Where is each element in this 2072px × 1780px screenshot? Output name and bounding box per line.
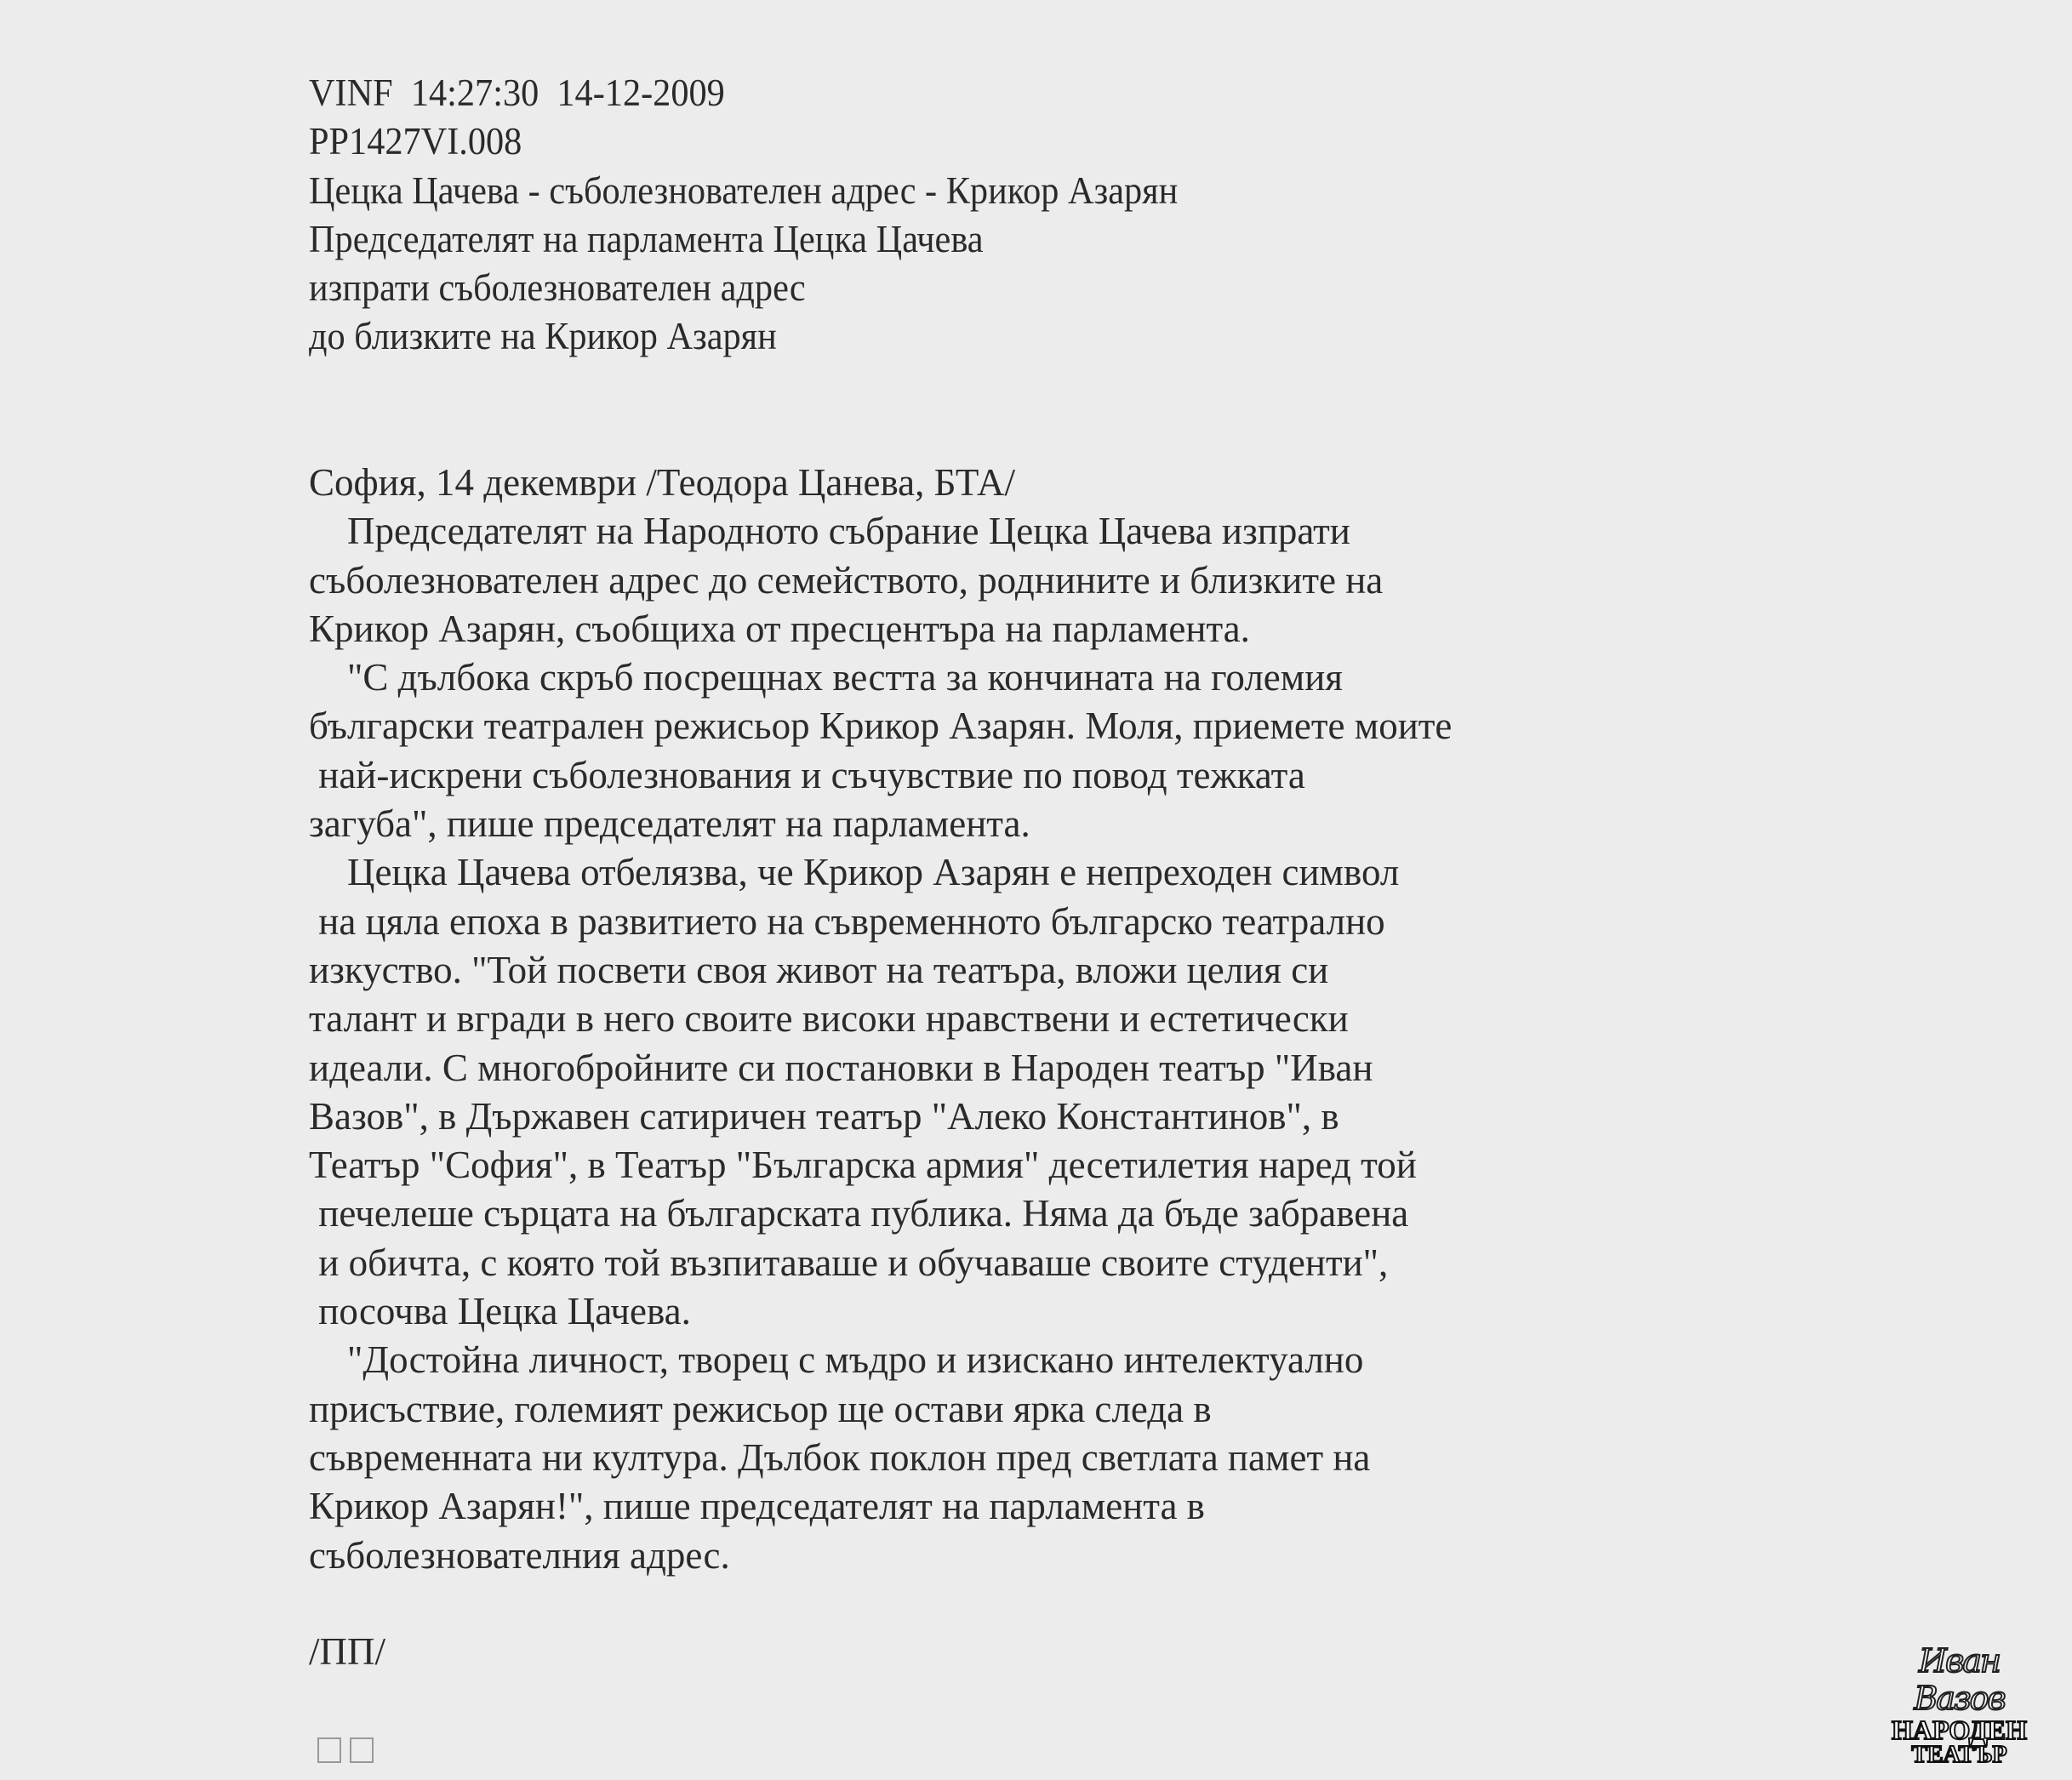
box-glyph <box>350 1737 374 1763</box>
body-line: "С дълбока скръб посрещнах вестта за кончината на големия <box>309 656 1343 699</box>
box-glyph <box>317 1737 341 1763</box>
header-line: Председателят на парламента Цецка Цачева <box>309 217 984 260</box>
header-line: Цецка Цачева - съболезнователен адрес - Крикор Азарян <box>309 168 1179 212</box>
body-line: идеали. С многобройните си постановки в Народен театър "Иван <box>309 1046 1373 1089</box>
body-line: Председателят на Народното събрание Цецка Цачева изпрати <box>309 510 1350 553</box>
body-line: посочва Цецка Цачева. <box>309 1290 691 1333</box>
document-header <box>309 69 1233 362</box>
body-line: "Достойна личност, творец с мъдро и изискано интелектуално <box>309 1338 1364 1382</box>
header-line: изпрати съболезнователен адрес <box>309 266 806 310</box>
body-line: Цецка Цачева отбелязва, че Крикор Азарян е непреходен символ <box>309 851 1400 894</box>
body-line: загуба", пише председателят на парламента. <box>309 802 1030 846</box>
author-signature: /ПП/ <box>309 1630 385 1673</box>
placeholder-boxes <box>317 1737 374 1763</box>
body-line: най-искрени съболезнования и съчувствие по повод тежката <box>309 753 1305 796</box>
body-line: Крикор Азарян!", пише председателят на парламента в <box>309 1485 1205 1528</box>
logo-line2: ТЕАТЪР <box>1911 1742 2007 1768</box>
body-line: изкуство. "Той посвети своя живот на театъра, вложи целия си <box>309 948 1329 991</box>
header-line: VINF 14:27:30 14-12-2009 <box>309 71 725 114</box>
logo-script: Иван Вазов <box>1914 1642 2005 1717</box>
national-theatre-logo <box>1885 1642 2034 1768</box>
body-line: печелеше сърцата на българската публика. Няма да бъде забравена <box>309 1192 1409 1235</box>
body-line: присъствие, големият режисьор ще остави ярка следа в <box>309 1387 1212 1430</box>
body-line: съболезнователен адрес до семейството, роднините и близките на <box>309 558 1384 602</box>
body-line: Вазов", в Държавен сатиричен театър "Алеко Константинов", в <box>309 1094 1339 1138</box>
article-body <box>309 459 1452 1580</box>
body-line: съвременната ни култура. Дълбок поклон пред светлата памет на <box>309 1435 1371 1479</box>
body-line: София, 14 декември /Теодора Цанева, БТА/ <box>309 461 1016 504</box>
body-line: български театрален режисьор Крикор Азарян. Моля, приемете моите <box>309 705 1453 748</box>
body-line: съболезнователния адрес. <box>309 1533 730 1577</box>
body-line: Крикор Азарян, съобщиха от пресцентъра на парламента. <box>309 607 1250 650</box>
body-line: и обичта, с която той възпитаваше и обучаваше своите студенти", <box>309 1241 1389 1284</box>
logo-line1: НАРОДЕН <box>1892 1714 2027 1745</box>
body-line: талант и вгради в него своите високи нравствени и естетически <box>309 997 1349 1041</box>
body-line: Театър "София", в Театър "Българска армия" десетилетия наред той <box>309 1144 1417 1187</box>
header-line: PP1427VI.008 <box>309 120 522 163</box>
header-line: до близките на Крикор Азарян <box>309 315 777 358</box>
body-line: на цяла епоха в развитието на съвременното българско театрално <box>309 899 1385 943</box>
